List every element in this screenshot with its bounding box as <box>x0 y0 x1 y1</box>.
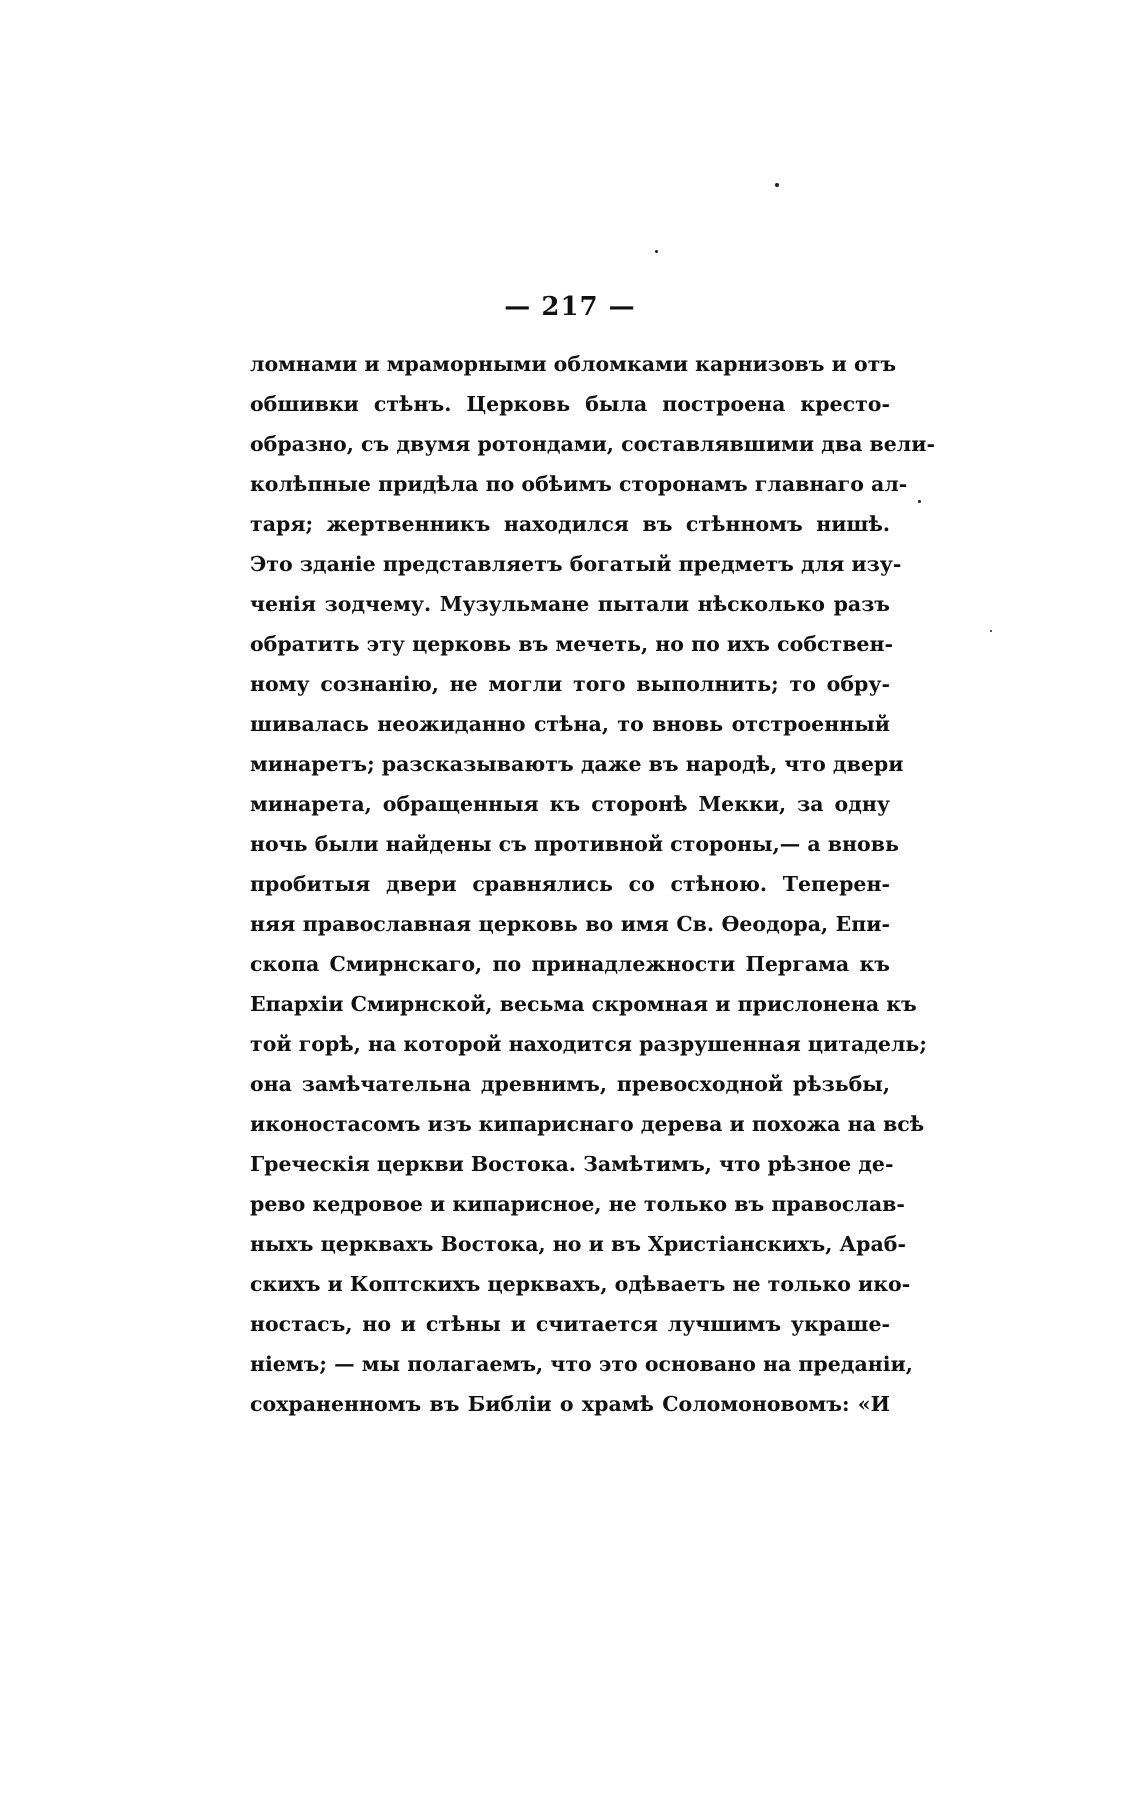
scan-speck <box>655 250 658 253</box>
text-line: ностасъ, но и стѣны и считается лучшимъ украше- <box>250 1312 890 1336</box>
text-line: Греческія церкви Востока. Замѣтимъ, что рѣзное де- <box>250 1152 894 1176</box>
text-line: обшивки стѣнъ. Церковь была построена кресто- <box>250 392 890 416</box>
text-line: скихъ и Коптскихъ церквахъ, одѣваетъ не только ико- <box>250 1272 911 1296</box>
text-line: Епархіи Смирнской, весьма скромная и прислонена къ <box>250 992 917 1016</box>
text-line: скопа Смирнскаго, по принадлежности Пергама къ <box>250 952 890 976</box>
text-line: Это зданіе представляетъ богатый предметъ для изу- <box>250 552 902 576</box>
scan-speck <box>918 500 921 503</box>
text-line: минарета, обращенныя къ сторонѣ Мекки, за одну <box>250 792 890 816</box>
text-line: ніемъ; — мы полагаемъ, что это основано на преданіи, <box>250 1352 913 1376</box>
text-line: шивалась неожиданно стѣна, то вновь отстроенный <box>250 712 890 736</box>
text-line: ломнами и мраморными обломками карнизовъ и отъ <box>250 352 897 376</box>
text-line: ченія зодчему. Музульмане пытали нѣсколько разъ <box>250 592 890 616</box>
text-line: той горѣ, на которой находится разрушенная цитадель; <box>250 1032 927 1056</box>
text-line: она замѣчательна древнимъ, превосходной рѣзьбы, <box>250 1072 890 1096</box>
text-line: иконостасомъ изъ кипариснаго дерева и похожа на всѣ <box>250 1112 925 1136</box>
text-line: няя православная церковь во имя Св. Ѳеодора, Епи- <box>250 912 890 936</box>
scan-speck <box>775 183 779 187</box>
text-line: образно, съ двумя ротондами, составлявшими два вели- <box>250 432 935 456</box>
scan-speck <box>990 630 992 632</box>
text-line: колѣпные придѣла по обѣимъ сторонамъ главнаго ал- <box>250 472 908 496</box>
text-line: ночь были найдены съ противной стороны,— а вновь <box>250 832 899 856</box>
text-line: ныхъ церквахъ Востока, но и въ Христіанскихъ, Араб- <box>250 1232 906 1256</box>
text-line: обратить эту церковь въ мечеть, но по ихъ собствен- <box>250 632 893 656</box>
text-line: сохраненномъ въ Библіи о храмѣ Соломоновомъ: «И <box>250 1392 890 1416</box>
text-line: пробитыя двери сравнялись со стѣною. Теперен- <box>250 872 890 896</box>
text-line: ному сознанію, не могли того выполнить; то обру- <box>250 672 890 696</box>
page-number: — 217 — <box>504 292 636 322</box>
text-line: минаретъ; разсказываютъ даже въ народѣ, что двери <box>250 752 904 776</box>
text-line: таря; жертвенникъ находился въ стѣнномъ нишѣ. <box>250 512 890 536</box>
text-line: рево кедровое и кипарисное, не только въ православ- <box>250 1192 905 1216</box>
body-text <box>250 344 935 1424</box>
